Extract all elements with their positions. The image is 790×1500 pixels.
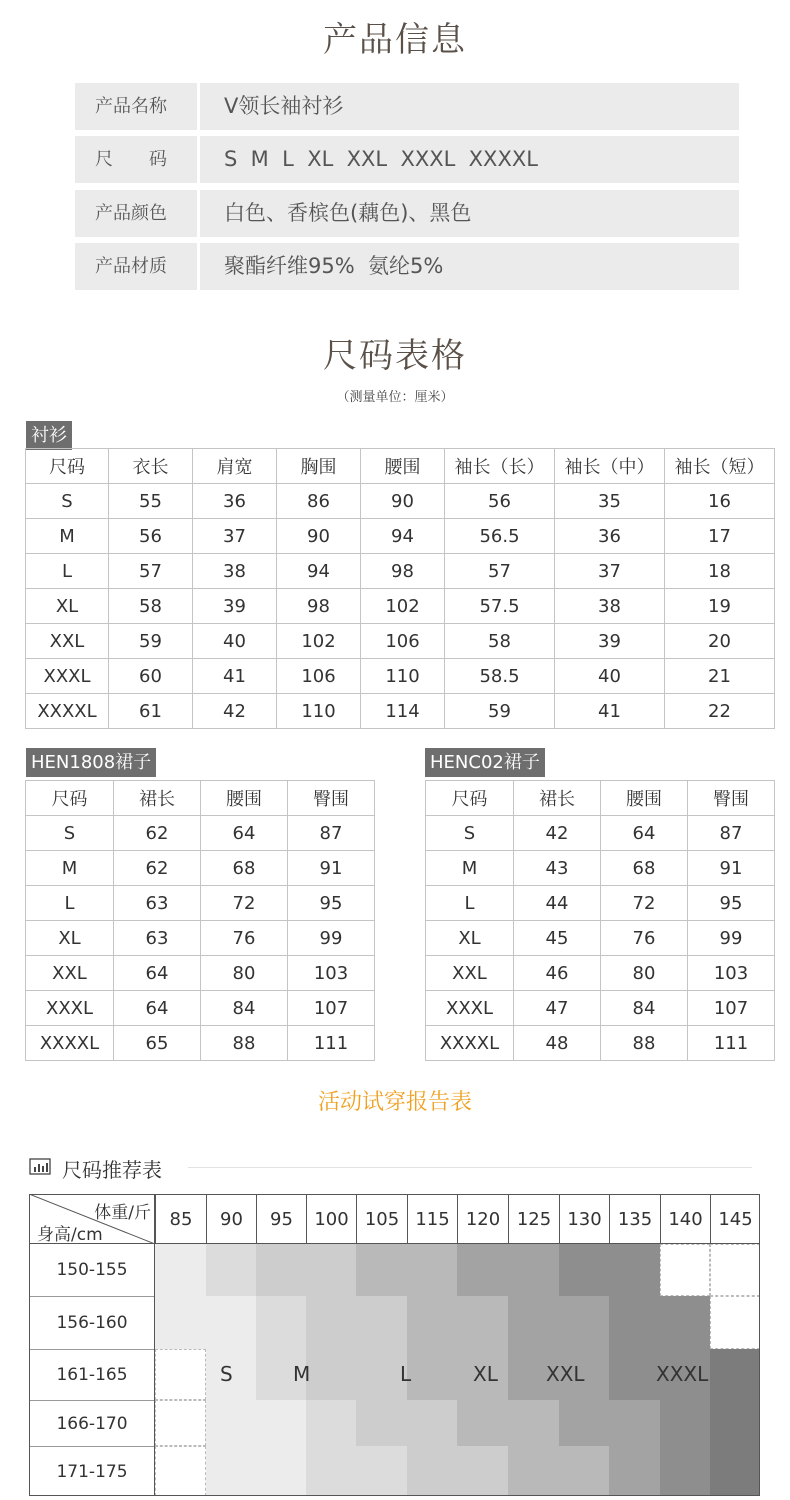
weight-header: 85 [155,1194,206,1244]
table-cell: 39 [193,589,277,624]
table-cell: XXL [426,956,514,991]
table-cell: 20 [665,624,775,659]
height-header: 156-160 [29,1296,155,1349]
table-row [26,484,775,519]
table-cell: 60 [109,659,193,694]
size-label: XL [473,1362,498,1386]
table-cell: XL [426,921,514,956]
table-header-row [26,781,375,816]
table-cell: 102 [277,624,361,659]
column-header: 袖长（中） [555,449,665,484]
column-header: 尺码 [26,449,109,484]
table-cell: 45 [514,921,601,956]
table-cell: 90 [361,484,445,519]
table-cell: 21 [665,659,775,694]
weight-header: 95 [256,1194,306,1244]
info-row-name [75,83,739,130]
table-cell: 63 [114,921,201,956]
table-cell: 38 [555,589,665,624]
table-cell: 68 [601,851,688,886]
table-row [26,816,375,851]
table-cell: 106 [277,659,361,694]
table-cell: 80 [201,956,288,991]
table-cell: 57 [445,554,555,589]
table-cell: 35 [555,484,665,519]
title-divider [188,1167,752,1168]
table-cell: XL [26,921,114,956]
info-row-material [75,243,739,290]
info-label: 尺 码 [75,136,197,183]
column-header: 臀围 [688,781,775,816]
table-cell: 39 [555,624,665,659]
table-row [426,851,775,886]
table-cell: 41 [555,694,665,729]
table-row [426,921,775,956]
table-cell: 62 [114,816,201,851]
column-header: 肩宽 [193,449,277,484]
height-header: 166-170 [29,1400,155,1446]
table-cell: 102 [361,589,445,624]
table-cell: 76 [201,921,288,956]
table-cell: 56 [445,484,555,519]
table-cell: L [426,886,514,921]
table-cell: 36 [555,519,665,554]
weight-header: 125 [508,1194,559,1244]
table-cell: XXL [26,956,114,991]
table-cell: 48 [514,1026,601,1061]
table-cell: 17 [665,519,775,554]
weight-header: 100 [306,1194,356,1244]
column-header: 腰围 [361,449,445,484]
shirt-tag: 衬衫 [26,421,72,450]
table-cell: 76 [601,921,688,956]
skirt2-size-table [425,780,775,1061]
height-header: 161-165 [29,1349,155,1400]
table-cell: S [26,484,109,519]
weight-header: 130 [559,1194,609,1244]
table-cell: XXXL [26,659,109,694]
table-row [26,624,775,659]
table-cell: 84 [601,991,688,1026]
table-cell: XXXXL [26,1026,114,1061]
table-row [26,519,775,554]
table-cell: 91 [688,851,775,886]
skirt1-size-table [25,780,375,1061]
table-cell: 114 [361,694,445,729]
table-cell: 68 [201,851,288,886]
corner-header [29,1194,155,1244]
table-cell: 47 [514,991,601,1026]
column-header: 腰围 [601,781,688,816]
size-label: XXXL [656,1362,709,1386]
table-cell: 110 [277,694,361,729]
table-cell: 37 [555,554,665,589]
info-label: 产品颜色 [75,190,197,237]
table-row [26,956,375,991]
table-cell: 59 [109,624,193,659]
table-cell: 44 [514,886,601,921]
table-cell: 59 [445,694,555,729]
table-cell: 40 [555,659,665,694]
table-cell: 64 [201,816,288,851]
table-cell: 88 [201,1026,288,1061]
weight-header: 120 [457,1194,508,1244]
table-row [26,991,375,1026]
recommend-title: 尺码推荐表 [62,1158,162,1182]
table-header-row [26,449,775,484]
table-cell: 61 [109,694,193,729]
weight-header: 145 [710,1194,760,1244]
table-cell: 19 [665,589,775,624]
table-row [26,694,775,729]
trial-report-link[interactable]: 活动试穿报告表 [317,1090,472,1115]
table-cell: 88 [601,1026,688,1061]
weight-header: 105 [356,1194,407,1244]
column-header: 衣长 [109,449,193,484]
table-cell: XXXL [26,991,114,1026]
weight-header: 115 [407,1194,457,1244]
table-cell: 91 [288,851,375,886]
column-header: 尺码 [426,781,514,816]
table-row [26,589,775,624]
table-cell: 72 [201,886,288,921]
table-cell: XXXXL [426,1026,514,1061]
table-cell: 103 [688,956,775,991]
skirt1-tag: HEN1808裙子 [26,748,156,777]
table-cell: 65 [114,1026,201,1061]
table-row [426,886,775,921]
column-header: 裙长 [114,781,201,816]
size-label: L [400,1362,412,1386]
table-cell: 43 [514,851,601,886]
column-header: 裙长 [514,781,601,816]
table-cell: 64 [601,816,688,851]
table-cell: 99 [288,921,375,956]
table-cell: L [26,554,109,589]
info-row-size [75,136,739,183]
table-cell: S [426,816,514,851]
table-row [426,956,775,991]
table-cell: 46 [514,956,601,991]
info-value: V领长袖衬衫 [200,83,739,130]
table-cell: M [26,851,114,886]
table-cell: 72 [601,886,688,921]
table-cell: 57 [109,554,193,589]
weight-axis-label: 体重/斤 [94,1203,151,1223]
table-cell: 37 [193,519,277,554]
product-info-title: 产品信息 [323,20,467,60]
table-cell: 95 [688,886,775,921]
info-row-color [75,190,739,237]
table-cell: 99 [688,921,775,956]
table-cell: 42 [514,816,601,851]
height-header: 150-155 [56,1260,128,1280]
table-cell: 98 [361,554,445,589]
table-cell: 16 [665,484,775,519]
table-cell: 90 [277,519,361,554]
table-cell: 42 [193,694,277,729]
height-axis-label: 身高/cm [37,1225,103,1245]
table-cell: 64 [114,956,201,991]
table-cell: 63 [114,886,201,921]
info-label: 产品名称 [75,83,197,130]
table-cell: 58.5 [445,659,555,694]
table-cell: 94 [277,554,361,589]
table-cell: 87 [688,816,775,851]
column-header: 腰围 [201,781,288,816]
table-cell: 22 [665,694,775,729]
table-cell: M [426,851,514,886]
table-cell: S [26,816,114,851]
column-header: 袖长（长） [445,449,555,484]
table-cell: 84 [201,991,288,1026]
table-row [26,921,375,956]
size-chart-title: 尺码表格 [323,336,467,376]
unit-note: （测量单位：厘米） [336,390,454,405]
shirt-size-table [25,448,775,729]
table-cell: XL [26,589,109,624]
table-cell: 57.5 [445,589,555,624]
table-cell: 94 [361,519,445,554]
table-cell: XXL [26,624,109,659]
table-cell: 107 [688,991,775,1026]
table-cell: 56.5 [445,519,555,554]
table-cell: 40 [193,624,277,659]
table-row [26,851,375,886]
table-row [426,1026,775,1061]
table-cell: 18 [665,554,775,589]
table-header-row [426,781,775,816]
table-cell: 95 [288,886,375,921]
table-cell: XXXXL [26,694,109,729]
height-header: 171-175 [29,1446,155,1496]
size-label: M [293,1362,311,1386]
table-cell: 111 [688,1026,775,1061]
size-label: XXL [546,1362,585,1386]
table-cell: 98 [277,589,361,624]
table-cell: 86 [277,484,361,519]
table-row [26,1026,375,1061]
table-cell: 62 [114,851,201,886]
table-cell: L [26,886,114,921]
table-cell: 55 [109,484,193,519]
info-label: 产品材质 [75,243,197,290]
table-cell: 87 [288,816,375,851]
weight-header: 135 [609,1194,660,1244]
info-value: S M L XL XXL XXXL XXXXL [200,136,739,183]
table-cell: 80 [601,956,688,991]
table-cell: 111 [288,1026,375,1061]
table-cell: 58 [445,624,555,659]
table-cell: 107 [288,991,375,1026]
table-cell: 56 [109,519,193,554]
info-value: 白色、香槟色(藕色)、黑色 [200,190,739,237]
column-header: 袖长（短） [665,449,775,484]
table-cell: 58 [109,589,193,624]
bar-chart-icon [29,1158,51,1175]
table-row [26,886,375,921]
table-cell: 106 [361,624,445,659]
weight-header: 140 [660,1194,710,1244]
skirt2-tag: HENC02裙子 [425,748,545,777]
table-cell: 64 [114,991,201,1026]
table-row [26,659,775,694]
table-row [426,991,775,1026]
table-cell: XXXL [426,991,514,1026]
info-value: 聚酯纤维95% 氨纶5% [200,243,739,290]
table-cell: 38 [193,554,277,589]
table-cell: 103 [288,956,375,991]
column-header: 臀围 [288,781,375,816]
column-header: 尺码 [26,781,114,816]
table-cell: 36 [193,484,277,519]
table-cell: M [26,519,109,554]
column-header: 胸围 [277,449,361,484]
table-row [26,554,775,589]
size-label: S [220,1362,233,1386]
table-row [426,816,775,851]
table-cell: 41 [193,659,277,694]
table-cell: 110 [361,659,445,694]
weight-header: 90 [206,1194,256,1244]
